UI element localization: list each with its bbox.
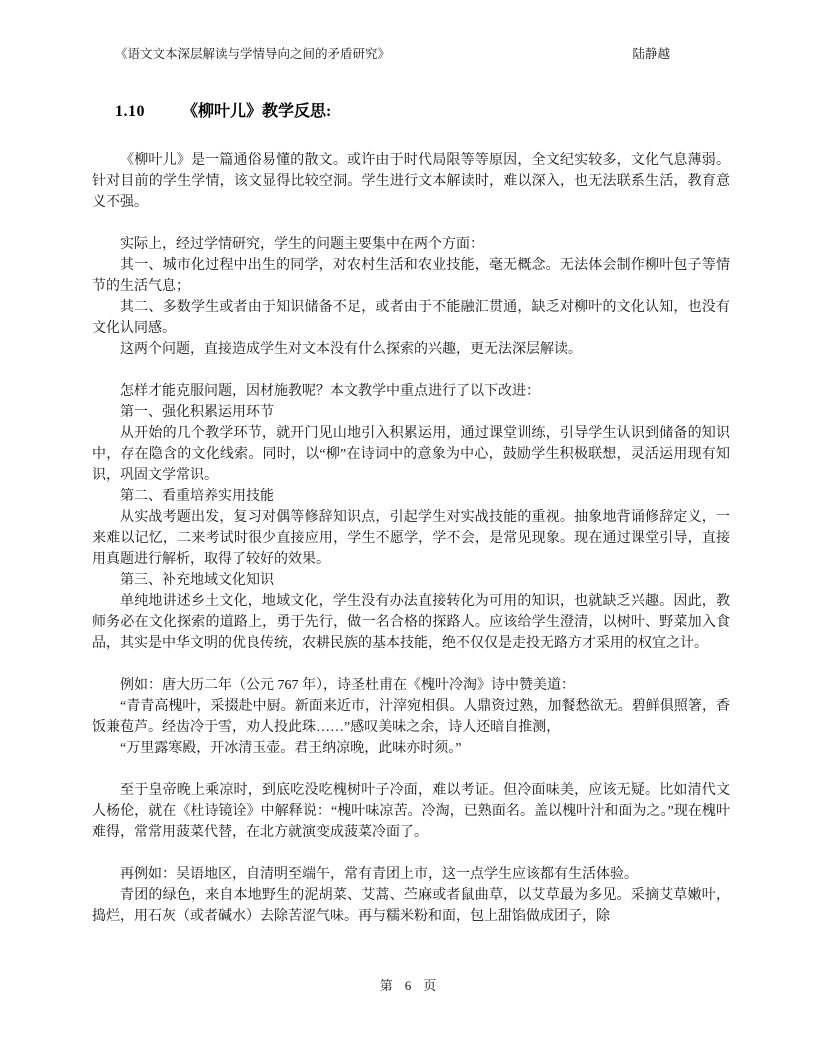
document-body bbox=[92, 150, 730, 927]
blank-line bbox=[92, 213, 730, 234]
paragraph: 第二、看重培养实用技能 bbox=[120, 489, 274, 504]
paragraph: “青青高槐叶，采掇赴中厨。新面来近市，汁滓宛相俱。人鼎资过熟，加餐愁欲无。碧鲜俱照箸，香饭兼苞芦。经齿冷于雪，劝人投此珠……”感叹美味之余，诗人还暗自推测， bbox=[92, 699, 730, 735]
paragraph: 青团的绿色，来自本地野生的泥胡菜、艾蒿、苎麻或者鼠曲草，以艾草最为多见。采摘艾草嫩叶，捣烂，用石灰（或者碱水）去除苦涩气味。再与糯米粉和面，包上甜馅做成团子，除 bbox=[92, 888, 730, 924]
blank-line bbox=[92, 843, 730, 864]
blank-line bbox=[92, 360, 730, 381]
paragraph: 实际上，经过学情研究，学生的问题主要集中在两个方面： bbox=[120, 237, 484, 252]
page-header bbox=[92, 46, 730, 62]
paragraph: “万里露寒殿，开冰清玉壶。君王纳凉晚，此味亦时须。” bbox=[120, 741, 462, 756]
section-title: 《柳叶儿》教学反思: bbox=[182, 103, 332, 120]
paragraph: 至于皇帝晚上乘凉时，到底吃没吃槐树叶子冷面，难以考证。但冷面味美，应该无疑。比如清代文人杨伦，就在《杜诗镜诠》中解释说：“槐叶味凉苦。冷淘，已熟面名。盖以槐叶汁和面为之。”现在槐叶难得，常常用菠菜代替，在北方就演变成菠菜冷面了。 bbox=[92, 783, 730, 840]
blank-line bbox=[92, 654, 730, 675]
paragraph: 从开始的几个教学环节，就开门见山地引入积累运用，通过课堂训练，引导学生认识到储备的知识中，存在隐含的文化线索。同时，以“柳”在诗词中的意象为中心，鼓励学生积极联想，灵活运用现有知识，巩固文学常识。 bbox=[92, 426, 730, 483]
header-document-title: 《语文文本深层解读与学情导向之间的矛盾研究》 bbox=[115, 47, 391, 61]
paragraph: 《柳叶儿》是一篇通俗易懂的散文。或许由于时代局限等等原因，全文纪实较多，文化气息薄弱。针对目前的学生学情，该文显得比较空洞。学生进行文本解读时，难以深入，也无法联系生活，教育意义不强。 bbox=[92, 153, 730, 210]
page-number: 6 bbox=[404, 978, 412, 993]
paragraph: 从实战考题出发，复习对偶等修辞知识点，引起学生对实战技能的重视。抽象地背诵修辞定义，一来难以记忆，二来考试时很少直接应用，学生不愿学，学不会，是常见现象。现在通过课堂引导，直接用真题进行解析，取得了较好的效果。 bbox=[92, 510, 730, 567]
header-author: 陆静越 bbox=[632, 47, 670, 61]
footer-prefix: 第 bbox=[379, 978, 393, 993]
footer-suffix: 页 bbox=[423, 978, 437, 993]
section-heading bbox=[92, 101, 730, 123]
paragraph: 单纯地讲述乡土文化，地域文化，学生没有办法直接转化为可用的知识，也就缺乏兴趣。因此，教师务必在文化探索的道路上，勇于先行，做一名合格的探路人。应该给学生澄清，以树叶、野菜加入食品，其实是中华文明的优良传统，农耕民族的基本技能，绝不仅仅是走投无路方才采用的权宜之计。 bbox=[92, 594, 730, 651]
paragraph: 这两个问题，直接造成学生对文本没有什么探索的兴趣，更无法深层解读。 bbox=[120, 342, 582, 357]
paragraph: 再例如：吴语地区，自清明至端午，常有青团上市，这一点学生应该都有生活体验。 bbox=[120, 867, 638, 882]
paragraph: 其二、多数学生或者由于知识储备不足，或者由于不能融汇贯通，缺乏对柳叶的文化认知，也没有文化认同感。 bbox=[92, 300, 730, 336]
blank-line bbox=[92, 759, 730, 780]
paragraph: 其一、城市化过程中出生的同学，对农村生活和农业技能，毫无概念。无法体会制作柳叶包子等情节的生活气息； bbox=[92, 258, 730, 294]
page-footer bbox=[0, 977, 816, 995]
paragraph: 例如：唐大历二年（公元 767 年），诗圣杜甫在《槐叶冷淘》诗中赞美道： bbox=[120, 678, 575, 693]
paragraph: 怎样才能克服问题，因材施教呢？本文教学中重点进行了以下改进： bbox=[120, 384, 540, 399]
section-number: 1.10 bbox=[115, 103, 145, 120]
paragraph: 第三、补充地域文化知识 bbox=[120, 573, 274, 588]
paragraph: 第一、强化积累运用环节 bbox=[120, 405, 274, 420]
